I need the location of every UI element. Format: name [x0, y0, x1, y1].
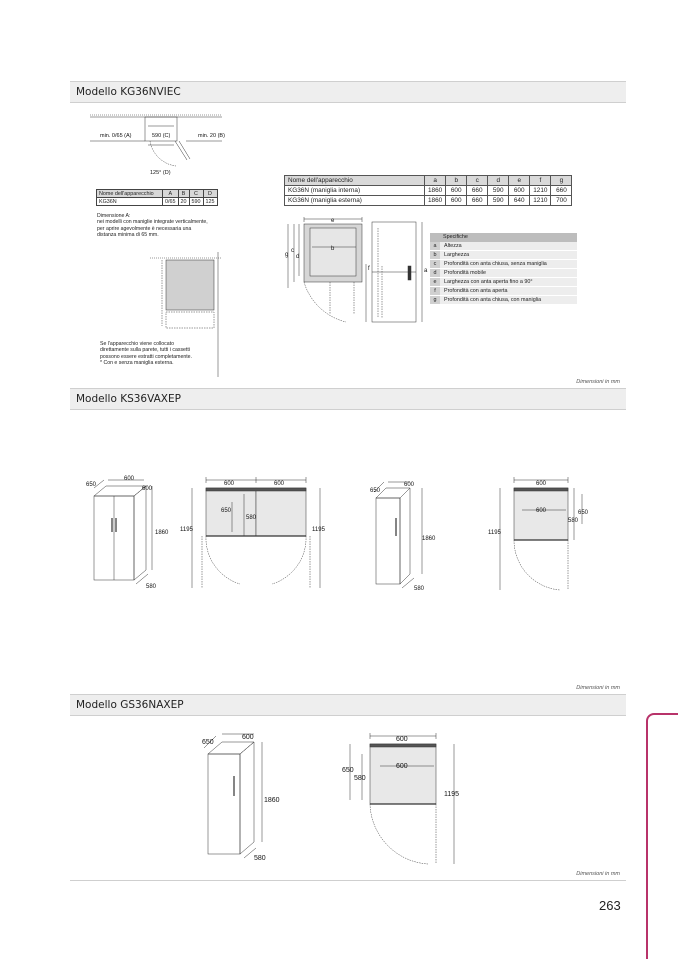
- table-header: e: [509, 176, 530, 186]
- table-cell: 125: [203, 198, 217, 206]
- kg36-c-label: 590 (C): [152, 133, 171, 139]
- spec-value: Altezza: [444, 243, 462, 249]
- table-cell: 600: [509, 186, 530, 196]
- table-cell: 660: [467, 196, 488, 206]
- ks36-iso2-width: 600: [404, 482, 415, 488]
- table-header: Nome dell'apparecchio: [97, 190, 163, 198]
- spec-value: Larghezza con anta aperta fino a 90°: [444, 279, 533, 285]
- ks36-plan2-d1: 650: [578, 510, 589, 516]
- table-cell: 660: [467, 186, 488, 196]
- table-cell: 1210: [530, 186, 551, 196]
- spec-row: [430, 260, 577, 269]
- note-line: direttamente sulla parete, tutti i cassetti: [100, 347, 190, 354]
- spec-key: c: [430, 260, 440, 268]
- kg36-letter-b: b: [331, 246, 335, 252]
- ks36-plan2-w2: 600: [536, 508, 547, 514]
- table-cell: 700: [551, 196, 572, 206]
- page-tab-border: [646, 713, 678, 959]
- table-cell: 0/65: [163, 198, 179, 206]
- kg36-letter-f: f: [368, 266, 370, 272]
- spec-row: [430, 251, 577, 260]
- spec-key: f: [430, 287, 440, 295]
- ks36-plan2-h: 1195: [488, 530, 501, 536]
- table-header: c: [467, 176, 488, 186]
- spec-key: g: [430, 296, 440, 304]
- ks36-plan-single-diagram: [488, 474, 592, 596]
- table-header: B: [178, 190, 189, 198]
- table-cell: 590: [189, 198, 203, 206]
- ks36-iso1-w1: 600: [124, 476, 135, 482]
- kg36-note-a: [97, 213, 208, 238]
- kg36-clearance-table: [96, 189, 218, 206]
- ks36-plan1-w1: 600: [224, 481, 235, 487]
- table-cell: KG36N (maniglia interna): [285, 186, 425, 196]
- note-line: distanza minima di 65 mm.: [97, 231, 159, 238]
- table-cell: 600: [446, 186, 467, 196]
- ks36-iso-double-diagram: [86, 474, 169, 592]
- ks36-iso2-base: 580: [414, 586, 425, 592]
- ks36-plan1-d1: 650: [221, 508, 232, 514]
- note-line: possono essere estratti completamente.: [100, 353, 192, 360]
- ks36-plan1-d2: 580: [246, 515, 257, 521]
- ks36-iso1-height: 1860: [155, 530, 169, 536]
- gs36-plan-diagram: [340, 730, 464, 870]
- note-line: * Con e senza maniglia esterna.: [100, 359, 174, 366]
- kg36-angle-label: 125° (D): [150, 170, 171, 176]
- ks36-iso1-depth: 650: [86, 482, 97, 488]
- gs36-plan-w2: 600: [396, 763, 408, 770]
- ks36-plan1-w2: 600: [274, 481, 285, 487]
- spec-value: Profondità con anta chiusa, senza maniglia: [444, 261, 547, 267]
- ks36-iso-single-diagram: [366, 478, 442, 596]
- spec-value: Profondità con anta aperta: [444, 288, 508, 294]
- kg36-min-a-label: min. 0/65 (A): [100, 133, 132, 139]
- spec-key: b: [430, 251, 440, 259]
- note-line: nei modelli con maniglie integrate verticalmente,: [97, 219, 208, 226]
- note-line: Dimensione A:: [97, 213, 131, 219]
- table-cell: 660: [551, 186, 572, 196]
- table-cell: 20: [178, 198, 189, 206]
- spec-value: Larghezza: [444, 252, 470, 258]
- table-cell: 1860: [425, 186, 446, 196]
- gs36-iso-base: 580: [254, 855, 266, 862]
- table-cell: 590: [488, 196, 509, 206]
- page-number: 263: [599, 898, 621, 913]
- kg36-letter-a: a: [424, 268, 428, 274]
- table-cell: 590: [488, 186, 509, 196]
- table-header: Nome dell'apparecchio: [285, 176, 425, 186]
- kg36-note-b: [100, 341, 192, 366]
- table-cell: KG36N: [97, 198, 163, 206]
- spec-key: a: [430, 242, 440, 250]
- table-header: D: [203, 190, 217, 198]
- table-header: g: [551, 176, 572, 186]
- kg36-top-view-diagram: [90, 114, 230, 180]
- kg36-letter-e: e: [331, 218, 335, 224]
- kg36-spec-legend: [430, 233, 577, 305]
- spec-title: Specifiche: [430, 233, 577, 242]
- table-header: f: [530, 176, 551, 186]
- ks36-iso2-depth: 650: [370, 488, 381, 494]
- gs36-iso-width: 600: [242, 734, 254, 741]
- ks36-plan1-h1: 1195: [180, 527, 193, 533]
- gs36-plan-h: 1195: [444, 791, 460, 798]
- divider: [70, 880, 626, 881]
- gs36-plan-d2: 580: [354, 775, 366, 782]
- dimensions-note: Dimensioni in mm: [576, 685, 620, 691]
- kg36-letter-g: g: [285, 252, 289, 258]
- table-header: d: [488, 176, 509, 186]
- spec-key: e: [430, 278, 440, 286]
- spec-value: Profondità mobile: [444, 270, 486, 276]
- ks36-plan-double-diagram: [180, 474, 330, 596]
- spec-key: d: [430, 269, 440, 277]
- table-cell: KG36N (maniglia esterna): [285, 196, 425, 206]
- kg36-letter-c: c: [291, 248, 294, 254]
- note-line: per aprire agevolmente è necessaria una: [97, 225, 192, 232]
- dimensions-note: Dimensioni in mm: [576, 379, 620, 385]
- spec-row: [430, 269, 577, 278]
- table-header: C: [189, 190, 203, 198]
- table-cell: 1210: [530, 196, 551, 206]
- note-line: Se l'apparecchio viene collocato: [100, 341, 174, 347]
- gs36-iso-depth: 650: [202, 739, 214, 746]
- gs36-plan-d1: 650: [342, 767, 354, 774]
- ks36-iso2-height: 1860: [422, 536, 436, 542]
- section-title-ks36vaxep: Modello KS36VAXEP: [70, 388, 626, 410]
- spec-row: [430, 242, 577, 251]
- ks36-plan2-d2: 580: [568, 518, 579, 524]
- gs36-plan-w1: 600: [396, 736, 408, 743]
- ks36-iso1-base: 580: [146, 584, 157, 590]
- ks36-iso1-w2: 600: [142, 486, 153, 492]
- spec-row: [430, 278, 577, 287]
- dimensions-note: Dimensioni in mm: [576, 871, 620, 877]
- table-header: a: [425, 176, 446, 186]
- table-cell: 600: [446, 196, 467, 206]
- gs36-iso-height: 1860: [264, 797, 280, 804]
- kg36-letter-d: d: [296, 254, 300, 260]
- spec-row: [430, 296, 577, 305]
- kg36-min-b-label: min. 20 (B): [198, 133, 225, 139]
- gs36-iso-diagram: [198, 730, 286, 866]
- ks36-plan1-h2: 1195: [312, 527, 325, 533]
- spec-value: Profondità con anta chiusa, con maniglia: [444, 297, 542, 303]
- table-cell: 640: [509, 196, 530, 206]
- kg36-plan-side-diagram: [282, 214, 430, 324]
- ks36-plan2-w1: 600: [536, 481, 547, 487]
- section-title-kg36nviec: Modello KG36NVIEC: [70, 81, 626, 103]
- section-title-gs36naxep: Modello GS36NAXEP: [70, 694, 626, 716]
- table-header: b: [446, 176, 467, 186]
- spec-row: [430, 287, 577, 296]
- kg36-model-dimension-table: [284, 175, 572, 206]
- table-cell: 1860: [425, 196, 446, 206]
- table-header: A: [163, 190, 179, 198]
